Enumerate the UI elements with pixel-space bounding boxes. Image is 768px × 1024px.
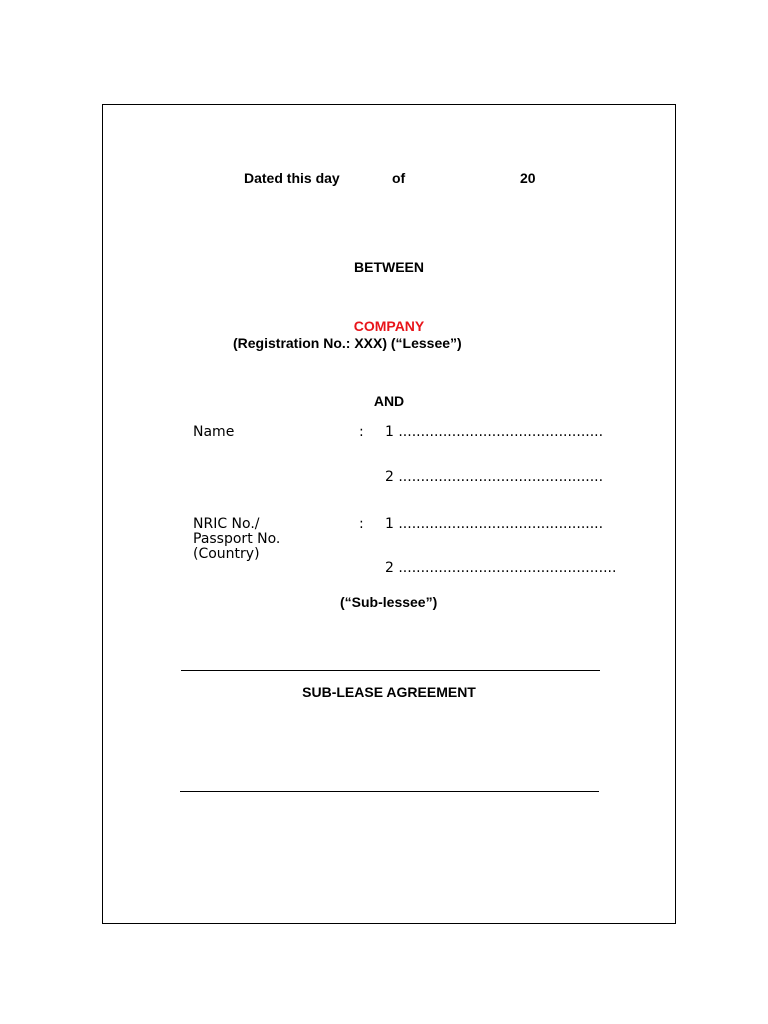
dated-of: of bbox=[392, 170, 406, 186]
name-line-2: 2 .............................................. bbox=[385, 469, 604, 485]
nric-label-line-3: (Country) bbox=[193, 546, 260, 562]
nric-colon: : bbox=[359, 516, 364, 532]
nric-line-2: 2 ................................................. bbox=[385, 560, 617, 576]
title-bottom-rule bbox=[180, 791, 599, 792]
nric-label-line-2: Passport No. bbox=[193, 531, 281, 547]
company-name: COMPANY bbox=[353, 318, 425, 334]
name-label: Name bbox=[193, 424, 235, 440]
sub-lessee-label: (“Sub-lessee”) bbox=[340, 594, 438, 610]
dated-prefix: Dated this day bbox=[244, 170, 340, 186]
registration-line: (Registration No.: XXX) (“Lessee”) bbox=[233, 335, 462, 351]
nric-label-line-1: NRIC No./ bbox=[193, 516, 260, 532]
between-heading: BETWEEN bbox=[354, 259, 424, 275]
name-line-1: 1 .............................................. bbox=[385, 424, 604, 440]
document-border bbox=[102, 104, 676, 924]
agreement-title: SUB-LEASE AGREEMENT bbox=[302, 684, 476, 700]
dated-year: 20 bbox=[520, 170, 536, 186]
title-top-rule bbox=[181, 670, 600, 671]
nric-line-1: 1 .............................................. bbox=[385, 516, 604, 532]
and-heading: AND bbox=[373, 393, 405, 409]
name-colon: : bbox=[359, 424, 364, 440]
